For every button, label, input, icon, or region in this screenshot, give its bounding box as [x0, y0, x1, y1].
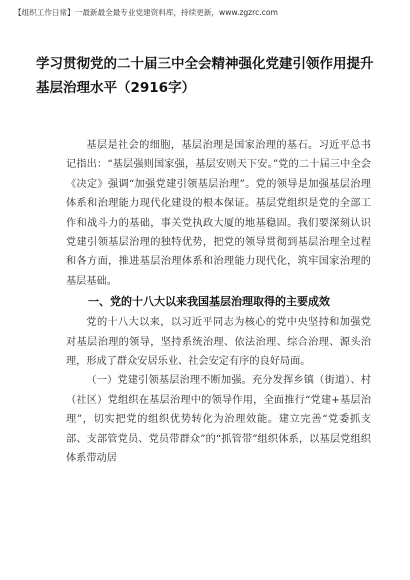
section-paragraph: 党的十八大以来，以习近平同志为核心的党中央坚持和加强党对基层治理的领导，坚持系统治理、依法治理、综合治理、源头治理，形成了群众安居乐业、社会安定有序的良好局面。: [66, 317, 371, 368]
document-body: [66, 136, 371, 469]
section-heading: 一、党的十八大以来我国基层治理取得的主要成效: [88, 295, 330, 309]
intro-paragraph: 基层是社会的细胞，基层治理是国家治理的基石。习近平总书记指出：“基层强则国家强，基层安则天下安。”党的二十届三中全会《决定》强调“加强党建引领基层治理”。党的领导是加强基层治理体系和治理能力现代化建设的根本保证。基层党组织是党的全部工作和战斗力的基础，事关党执政大厦的地基稳固。我们要深刻认识党建引领基层治理的独特优势，把党的领导贯彻到基层治理全过程和各方面，推进基层治理体系和治理能力现代化，筑牢国家治理的基层基础。: [66, 140, 371, 287]
section-paragraph: （一）党建引领基层治理不断加强。充分发挥乡镇（街道）、村（社区）党组织在基层治理中的领导作用，全面推行“党建+基层治理”，切实把党的组织优势转化为治理效能。建立完善“党委抓支部、支部管党员、党员带群众”的“抓管带”组织体系，以基层党组织体系带动居: [66, 375, 371, 465]
document-header: 【组织工作日常】一最新最全最专业党建资料库，持续更新，www.zgzrc.com: [14, 8, 278, 17]
document-title: 学习贯彻党的二十届三中全会精神强化党建引领作用提升基层治理水平（2916字）: [36, 56, 374, 96]
